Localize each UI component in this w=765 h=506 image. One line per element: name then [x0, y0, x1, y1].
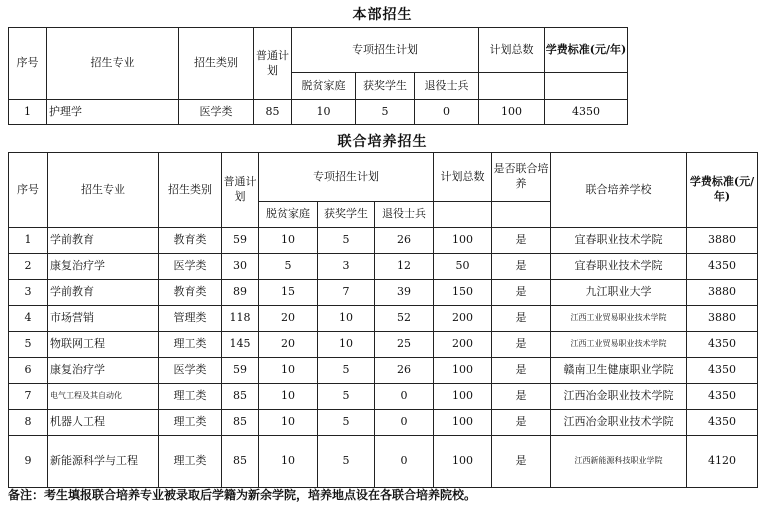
cell-veteran: 52	[375, 306, 434, 332]
cell-category: 医学类	[159, 358, 222, 384]
cell-category: 医学类	[159, 254, 222, 280]
cell-normal: 118	[222, 306, 259, 332]
cell-normal: 59	[222, 358, 259, 384]
header-no: 序号	[9, 28, 47, 100]
cell-normal: 30	[222, 254, 259, 280]
table-row	[9, 228, 758, 254]
table-row	[9, 100, 628, 125]
header-award-student: 获奖学生	[318, 202, 375, 228]
cell-fee: 4350	[687, 384, 758, 410]
cell-no: 7	[9, 384, 48, 410]
cell-award: 5	[318, 410, 375, 436]
table-row	[9, 306, 758, 332]
cell-school: 江西冶金职业技术学院	[551, 410, 687, 436]
cell-award: 10	[318, 332, 375, 358]
table1-title: 本部招生	[352, 7, 413, 23]
cell-normal: 59	[222, 228, 259, 254]
cell-award: 5	[318, 358, 375, 384]
cell-poor: 15	[259, 280, 318, 306]
cell-joint: 是	[492, 436, 551, 488]
cell-veteran: 0	[375, 384, 434, 410]
cell-joint: 是	[492, 384, 551, 410]
header-poor-family: 脱贫家庭	[259, 202, 318, 228]
cell-school: 宜春职业技术学院	[551, 254, 687, 280]
header-award-student: 获奖学生	[356, 73, 415, 100]
cell-major: 电气工程及其自动化	[48, 384, 159, 410]
cell-total: 100	[434, 410, 492, 436]
header-special-plan: 专项招生计划	[259, 153, 434, 202]
cell-normal: 85	[222, 384, 259, 410]
cell-veteran: 0	[375, 436, 434, 488]
cell-veteran: 39	[375, 280, 434, 306]
cell-award: 5	[318, 436, 375, 488]
cell-major: 物联网工程	[48, 332, 159, 358]
cell-joint: 是	[492, 410, 551, 436]
header-veteran: 退役士兵	[415, 73, 479, 100]
cell-normal: 85	[222, 410, 259, 436]
header-total: 计划总数	[479, 28, 545, 73]
cell-school: 九江职业大学	[551, 280, 687, 306]
cell-normal: 89	[222, 280, 259, 306]
cell-fee: 4350	[545, 100, 628, 125]
cell-major: 康复治疗学	[48, 254, 159, 280]
cell-total: 100	[434, 228, 492, 254]
cell-total: 200	[434, 306, 492, 332]
cell-no: 9	[9, 436, 48, 488]
cell-no: 2	[9, 254, 48, 280]
header-poor-family: 脱贫家庭	[292, 73, 356, 100]
cell-total: 150	[434, 280, 492, 306]
cell-poor: 10	[259, 384, 318, 410]
cell-fee: 3880	[687, 306, 758, 332]
cell-category: 理工类	[159, 410, 222, 436]
cell-school: 江西工业贸易职业技术学院	[551, 306, 687, 332]
table-row	[9, 436, 758, 488]
cell-no: 1	[9, 100, 47, 125]
cell-fee: 4350	[687, 254, 758, 280]
header-total-blank	[434, 202, 492, 228]
header-normal-plan: 普通计划	[222, 153, 259, 228]
cell-category: 理工类	[159, 436, 222, 488]
cell-category: 管理类	[159, 306, 222, 332]
cell-major: 康复治疗学	[48, 358, 159, 384]
cell-veteran: 26	[375, 228, 434, 254]
cell-normal: 85	[254, 100, 292, 125]
cell-total: 100	[479, 100, 545, 125]
cell-veteran: 26	[375, 358, 434, 384]
cell-award: 5	[356, 100, 415, 125]
cell-fee: 4350	[687, 332, 758, 358]
joint-training-table	[8, 152, 758, 488]
cell-school: 江西新能源科技职业学院	[551, 436, 687, 488]
cell-category: 医学类	[179, 100, 254, 125]
cell-major: 学前教育	[48, 280, 159, 306]
header-fee: 学费标准(元/年)	[545, 28, 628, 73]
header-no: 序号	[9, 153, 48, 228]
cell-major: 学前教育	[48, 228, 159, 254]
cell-poor: 10	[292, 100, 356, 125]
cell-veteran: 12	[375, 254, 434, 280]
cell-joint: 是	[492, 254, 551, 280]
header-major: 招生专业	[48, 153, 159, 228]
cell-no: 6	[9, 358, 48, 384]
cell-category: 教育类	[159, 228, 222, 254]
header-category: 招生类别	[179, 28, 254, 100]
cell-award: 10	[318, 306, 375, 332]
cell-award: 5	[318, 228, 375, 254]
cell-joint: 是	[492, 332, 551, 358]
cell-major: 护理学	[47, 100, 179, 125]
header-normal-plan: 普通计划	[254, 28, 292, 100]
cell-fee: 4350	[687, 410, 758, 436]
table-row	[9, 254, 758, 280]
header-category: 招生类别	[159, 153, 222, 228]
main-campus-table	[8, 27, 628, 125]
cell-poor: 10	[259, 358, 318, 384]
cell-school: 江西冶金职业技术学院	[551, 384, 687, 410]
cell-joint: 是	[492, 358, 551, 384]
cell-joint: 是	[492, 280, 551, 306]
cell-normal: 85	[222, 436, 259, 488]
header-major: 招生专业	[47, 28, 179, 100]
cell-fee: 4120	[687, 436, 758, 488]
header-total-blank	[479, 73, 545, 100]
cell-fee: 4350	[687, 358, 758, 384]
cell-school: 宜春职业技术学院	[551, 228, 687, 254]
header-joint-blank	[492, 202, 551, 228]
cell-veteran: 25	[375, 332, 434, 358]
cell-award: 3	[318, 254, 375, 280]
cell-major: 市场营销	[48, 306, 159, 332]
cell-total: 100	[434, 358, 492, 384]
cell-total: 100	[434, 384, 492, 410]
table2-title: 联合培养招生	[337, 134, 428, 150]
cell-major: 新能源科学与工程	[48, 436, 159, 488]
cell-no: 4	[9, 306, 48, 332]
cell-no: 1	[9, 228, 48, 254]
cell-poor: 10	[259, 228, 318, 254]
cell-category: 理工类	[159, 384, 222, 410]
cell-no: 5	[9, 332, 48, 358]
cell-veteran: 0	[375, 410, 434, 436]
cell-fee: 3880	[687, 228, 758, 254]
cell-poor: 20	[259, 332, 318, 358]
footnote: 备注：考生填报联合培养专业被录取后学籍为新余学院，培养地点设在各联合培养院校。	[8, 488, 477, 502]
header-fee: 学费标准(元/年)	[687, 153, 758, 228]
cell-total: 200	[434, 332, 492, 358]
header-school: 联合培养学校	[551, 153, 687, 228]
cell-school: 赣南卫生健康职业学院	[551, 358, 687, 384]
cell-normal: 145	[222, 332, 259, 358]
cell-award: 7	[318, 280, 375, 306]
table-row	[9, 410, 758, 436]
cell-poor: 10	[259, 436, 318, 488]
cell-joint: 是	[492, 306, 551, 332]
cell-major: 机器人工程	[48, 410, 159, 436]
cell-award: 5	[318, 384, 375, 410]
table-row	[9, 358, 758, 384]
cell-no: 3	[9, 280, 48, 306]
cell-category: 理工类	[159, 332, 222, 358]
header-fee-blank	[545, 73, 628, 100]
table-row	[9, 280, 758, 306]
table-row	[9, 384, 758, 410]
cell-poor: 20	[259, 306, 318, 332]
cell-school: 江西工业贸易职业技术学院	[551, 332, 687, 358]
cell-veteran: 0	[415, 100, 479, 125]
header-joint: 是否联合培养	[492, 153, 551, 202]
header-veteran: 退役士兵	[375, 202, 434, 228]
cell-category: 教育类	[159, 280, 222, 306]
cell-fee: 3880	[687, 280, 758, 306]
cell-joint: 是	[492, 228, 551, 254]
table-row	[9, 332, 758, 358]
cell-poor: 10	[259, 410, 318, 436]
cell-total: 50	[434, 254, 492, 280]
header-special-plan: 专项招生计划	[292, 28, 479, 73]
header-total: 计划总数	[434, 153, 492, 202]
cell-total: 100	[434, 436, 492, 488]
cell-no: 8	[9, 410, 48, 436]
cell-poor: 5	[259, 254, 318, 280]
